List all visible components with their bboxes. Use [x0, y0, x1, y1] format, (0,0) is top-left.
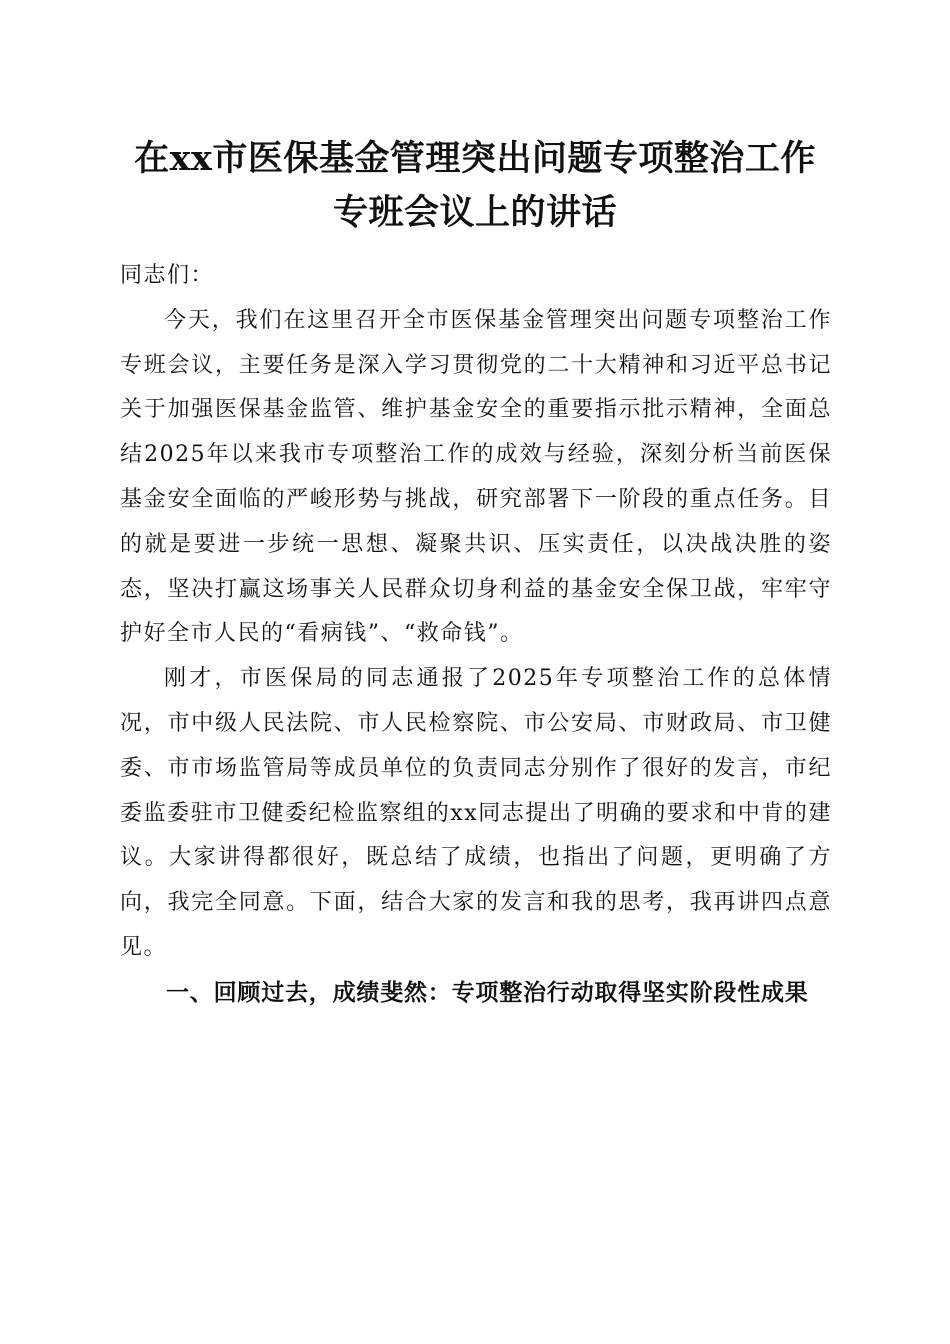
paragraph-opening: 今天，我们在这里召开全市医保基金管理突出问题专项整治工作专班会议，主要任务是深入学习贯彻党的二十大精神和习近平总书记关于加强医保基金监管、维护基金安全的重要指示批示精神，全面总结2025年以来我市专项整治工作的成效与经验，深刻分析当前医保基金安全面临的严峻形势与挑战，研究部署下一阶段的重点任务。目的就是要进一步统一思想、凝聚共识、压实责任，以决战决胜的姿态，坚决打赢这场事关人民群众切身利益的基金安全保卫战，牢牢守护好全市人民的“看病钱”、“救命钱”。 [120, 307, 832, 647]
title-line-1: 在xx市医保基金管理突出问题专项整治工作 [134, 138, 816, 179]
section-heading-1: 一、回顾过去，成绩斐然：专项整治行动取得坚实阶段性成果 [166, 979, 809, 1006]
title-line-2: 专班会议上的讲话 [332, 192, 617, 233]
salutation: 同志们： [120, 263, 215, 288]
document-title [80, 132, 870, 240]
document-body [120, 254, 832, 1016]
paragraph-summary: 刚才，市医保局的同志通报了2025年专项整治工作的总体情况，市中级人民法院、市人民检察院、市公安局、市财政局、市卫健委、市市场监管局等成员单位的负责同志分别作了很好的发言，市纪委监委驻市卫健委纪检监察组的xx同志提出了明确的要求和中肯的建议。大家讲得都很好，既总结了成绩，也指出了问题，更明确了方向，我完全同意。下面，结合大家的发言和我的思考，我再讲四点意见。 [120, 666, 832, 960]
